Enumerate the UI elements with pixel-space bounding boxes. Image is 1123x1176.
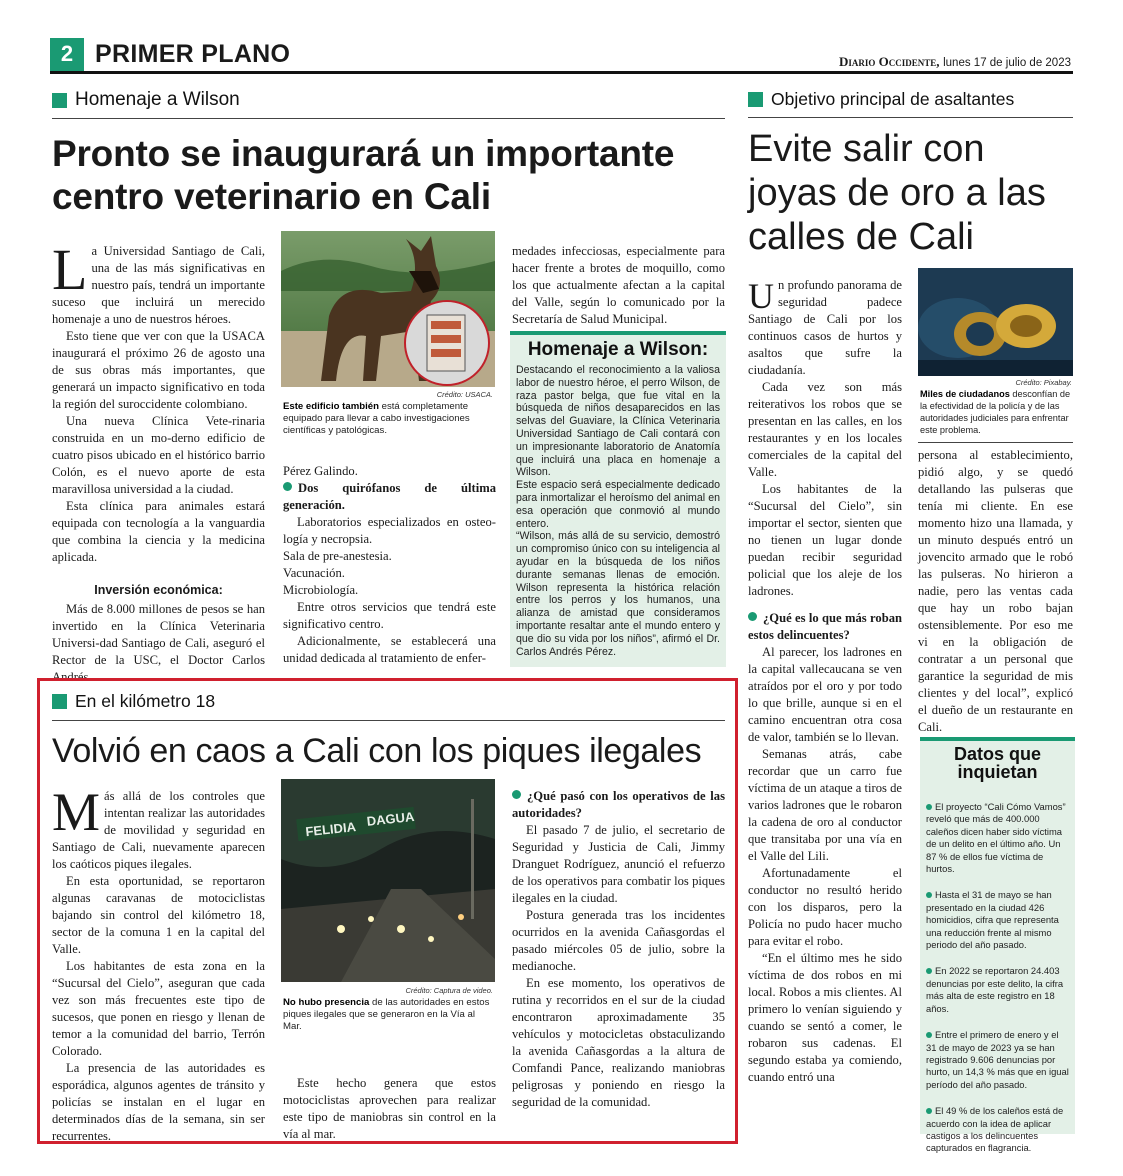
joyas-kicker-label: Objetivo principal de asaltantes [771,89,1015,109]
section-title: PRIMER PLANO [95,40,291,68]
joyas-kicker [748,89,1014,110]
joyas-column-1 [748,277,902,1086]
vet-kicker-rule [52,118,725,119]
joyas-column-2 [918,447,1073,736]
jewelry-photo [918,268,1073,376]
joyas-paragraph-6: Afortunadamente el conductor no resultó herido con los disparos, pero la Policía no pudo hacer mucho para evitar el robo. [748,866,902,948]
joyas-headline: Evite salir con joyas de oro a las calles de Cali [748,128,1046,258]
joyas-caption-rule [918,442,1073,443]
piques-dropcap: M [52,782,101,842]
piques-headline: Volvió en caos a Cali con los piques ilegales [52,732,702,770]
piques-paragraph-2: En esta oportunidad, se reportaron algunas caravanas de motociclistas bajando sin control del kilómetro 18, sector de la comuna 1 en la capital del Valle. [52,874,265,956]
bullet-dot-icon [748,612,757,621]
vet-c2-list-1: Laboratorios especializados en osteo-logía y necropsia. [283,515,496,546]
vet-photo [281,231,495,387]
bullet-dot-icon [283,482,292,491]
piques-c2-paragraph-1: Este hecho genera que estos motociclistas aprovechen para realizar este tipo de maniobras sin control en la vía al mar. [283,1076,496,1141]
kicker-square-icon [52,694,67,709]
piques-kicker-rule [52,720,725,721]
street-photo-caption: No hubo presencia de las autoridades en estos piques ilegales que se generaron en la Vía al Mar. [283,997,490,1032]
homenaje-paragraph-3: “Wilson, más allá de su servicio, demostró un compromiso único con su inteligencia al ayudar en la búsqueda de los niños durante semanas llenas de emoción. Wilson representa la histórica relación entre los perros y los humanos, una alianza de amistad que consideramos importante resaltar ante el mundo entero y que dio su vida por los niños”, afirmó el Dr. Carlos Andrés Pérez. [516,530,720,658]
vet-paragraph-4: Esta clínica para animales estará equipada con tecnología a la vanguardia que combina la ciencia y la medicina aplicada. [52,499,265,564]
piques-paragraph-4: La presencia de las autoridades es esporádica, algunos agentes de tránsito y policías se instalan en el lugar en determinados días de la semana, sin ser recurrentes. [52,1061,265,1143]
kicker-square-icon [748,92,763,107]
piques-c3-paragraph-1: El pasado 7 de julio, el secretario de Seguridad y Justicia de Cali, Jimmy Dranguet Rodríguez, anunció el refuerzo de los operativos para combatir los piques ilegales en la ciudad. [512,823,725,905]
vet-kicker [52,89,240,111]
vet-kicker-label: Homenaje a Wilson [75,89,240,110]
bullet-dot-icon [926,1032,932,1038]
bullet-dot-icon [926,804,932,810]
vet-column-3 [512,243,725,328]
vet-photo-caption: Este edificio también está completamente equipado para llevar a cabo investigaciones científicas y patológicas. [283,401,470,436]
issue-date: lunes 17 de julio de 2023 [943,57,1071,69]
datos-list [926,801,1069,1155]
bullet-dot-icon [926,892,932,898]
joyas-kicker-rule [748,117,1073,118]
joyas-paragraph-1: Un profundo panorama de seguridad padece Santiago de Cali por los continuos casos de hurtos y asaltos que sufre la ciudadanía. [748,276,902,377]
datos-box [920,737,1075,1154]
piques-column-3 [512,788,725,1111]
piques-c3-paragraph-3: En ese momento, los operativos de rutina y recorridos en el sur de la ciudad encontraron aproximadamente 35 vehículos y motocicletas obstaculizando la avenida Cañasgordas a la altura de Comfandi Pance, realizando maniobras peligrosas y poniendo en riesgo la seguridad de la comunidad. [512,976,725,1109]
vet-column-1 [52,237,265,686]
vet-c2-bullet: Dos quirófanos de última generación. [283,481,496,512]
datos-item: Hasta el 31 de mayo se han presentado en la ciudad 426 homicidios, cifra que representa una reducción frente al mismo periodo del año pasado. [926,889,1059,951]
piques-bullet: ¿Qué pasó con los operativos de las autoridades? [512,789,725,820]
vet-photo-credit: Crédito: USACA. [436,390,493,399]
piques-paragraph-3: Los habitantes de esta zona en la “Sucursal del Cielo”, aseguran que cada vez son más frecuentes este tipo de sucesos, que ponen en riesgo y llenan de temor a la comunidad del barrio, Terrón Colorado. [52,959,265,1058]
homenaje-paragraph-1: Destacando el reconocimiento a la valiosa labor de nuestro héroe, el perro Wilson, de raza pastor belga, que fue vital en la búsqueda de niños desaparecidos en las selvas del Guaviare, la Clínica Veterinaria Universidad Santiago de Cali contará con un impresionante laboratorio de Anatomía que incluirá una placa en homenaje a Wilson. [516,364,720,479]
bullet-dot-icon [512,790,521,799]
homenaje-box-title: Homenaje a Wilson: [527,339,709,360]
piques-column-1 [52,782,265,1145]
bullet-dot-icon [926,968,932,974]
road-sign-dagua: DAGUA [365,808,415,829]
vet-subhead: Inversión económica: [94,583,223,597]
homenaje-box-text [516,364,720,658]
bullet-dot-icon [926,1108,932,1114]
joyas-paragraph-5: Semanas atrás, cabe recordar que un carro fue víctima de un ataque a tiros de varios ladrones que le robaron la cadena de oro al conductor que transitaba por una vía en el Valle del Lili. [748,747,902,863]
page-number-badge [50,38,84,71]
jewelry-photo-caption: Miles de ciudadanos desconfían de la efectividad de la policía y de las autoridades judiciales para enfrentar este problema. [920,389,1071,435]
datos-item: El proyecto “Cali Cómo Vamos” reveló que más de 400.000 caleños dicen haber sido víctima de un delito en el último año. Un 87 % de ellos fue víctima de hurtos. [926,801,1066,875]
masthead-date-line [839,54,1071,70]
vet-headline: Pronto se inaugurará un importante centro veterinario en Cali [52,133,675,217]
kicker-square-icon [52,93,67,108]
piques-kicker-label: En el kilómetro 18 [75,691,216,711]
joyas-paragraph-4: Al parecer, los ladrones en la capital vallecaucana se ven atraídos por el oro y por todo lo que brille, aunque si en el camino encuentran otra cosa de valor, también se lo llevan. [748,645,902,744]
street-racing-photo [281,779,495,982]
piques-c3-paragraph-2: Postura generada tras los incidentes ocurridos en la avenida Cañasgordas el pasado miércoles 05 de julio, sobre la medianoche. [512,908,725,973]
datos-item: El 49 % de los caleños está de acuerdo con la idea de aplicar castigos a los delincuentes capturados en flagrancia. [926,1105,1064,1154]
vet-paragraph-1: La Universidad Santiago de Cali, una de las más significativas en nuestro país, tendrá un importante suceso que incluirá un merecido homenaje a uno de nuestros héroes. [52,237,265,326]
piques-kicker [52,691,215,712]
piques-paragraph-1: Más allá de los controles que intentan realizar las autoridades de movilidad y seguridad en Santiago de Cali, nuevamente aparecen los caóticos piques ilegales. [52,782,265,871]
joyas-c2-paragraph-1: persona al establecimiento, pidió algo, y se quedó detallando las pulseras que tenía mi cliente. En ese momento hizo una llamada, y un minuto después entró un jovencito armado que le robó las pulseras. No hirieron a nadie, pero las ventas cada que hay un robo bajan ostensiblemente. Por eso me vi en la obligación de contratar a un personal que garantice la seguridad de mis clientes y del local”, explicó el dueño de un restaurante en Cali. [918,448,1073,734]
vet-c2-list-2: Sala de pre-anestesia. [283,549,392,563]
homenaje-paragraph-2: Este espacio será especialmente dedicado para inmortalizar el heroísmo del animal en esa operación que conmovió al mundo entero. [516,479,720,530]
vet-paragraph-3: Una nueva Clínica Vete-rinaria construida en un mo-derno edificio de cuatro pisos ubicado en el histórico barrio Colón, es el nuevo aporte de esta maravillosa universidad a la ciudad. [52,414,265,496]
vet-paragraph-5: Más de 8.000 millones de pesos se han invertido en la Clínica Veterinaria Universi-dad Santiago de Cali, aseguró el Rector de la USC, el Doctor Carlos Andrés [52,602,265,684]
datos-box-title: Datos que inquietan [953,744,1041,782]
vet-c2-paragraph-3: Adicionalmente, se establecerá una unidad dedicada al tratamiento de enfer- [283,634,496,665]
header-rule [50,71,1073,74]
datos-item: Entre el primero de enero y el 31 de mayo de 2023 ya se han registrado 9.606 denuncias por hurto, un 14,3 % más que en igual período del año pasado. [926,1029,1069,1090]
road-sign-felidia: FELIDIA [304,819,357,840]
page-number: 2 [60,41,74,66]
jewelry-photo-credit: Crédito: Pixabay. [1015,378,1072,387]
datos-item: En 2022 se reportaron 24.403 denuncias por este delito, la cifra más alta de este registro en 18 años. [926,965,1064,1014]
joyas-dropcap: U [748,276,774,316]
street-photo-credit: Crédito: Captura de video. [405,986,493,995]
vet-c3-paragraph-1: medades infecciosas, especialmente para hacer frente a brotes de moquillo, como los que actualmente afectan a la capital del Valle, según lo comunicado por la Secretaría de Salud Municipal. [512,244,725,326]
newspaper-name: Diario Occidente, [838,54,940,69]
joyas-paragraph-2: Cada vez son más reiterativos los robos que se presentan en las calles, en los restaurantes y en los locales comerciales de la capital del Valle. [748,380,902,479]
vet-c2-paragraph-1: Pérez Galindo. [283,464,358,478]
homenaje-box [510,331,726,667]
joyas-bullet: ¿Qué es lo que más roban estos delincuentes? [748,611,902,642]
vet-c2-list-4: Microbiología. [283,583,359,597]
vet-column-2 [283,463,496,667]
vet-c2-paragraph-2: Entre otros servicios que tendrá este significativo centro. [283,600,496,631]
vet-dropcap: L [52,237,88,302]
vet-c2-list-3: Vacunación. [283,566,345,580]
vet-paragraph-2: Esto tiene que ver con que la USACA inaugurará el próximo 26 de agosto una de sus obras más importantes, que generará un impacto significativo en toda la región del suroccidente colombiano. [52,329,265,411]
joyas-paragraph-3: Los habitantes de la “Sucursal del Cielo”, sin importar el sector, sienten que no tienen un lugar donde puedan recibir seguridad policial que los aleje de los ladrones. [748,482,902,598]
piques-column-2 [283,1075,496,1143]
joyas-paragraph-7: “En el último mes he sido víctima de dos robos en mi local. Robos a mis clientes. Al primero lo venían siguiendo y cuando se sentó a comer, le robaron sus cadenas. El segundo estaba ya comiendo, cuando entró una [748,951,902,1084]
